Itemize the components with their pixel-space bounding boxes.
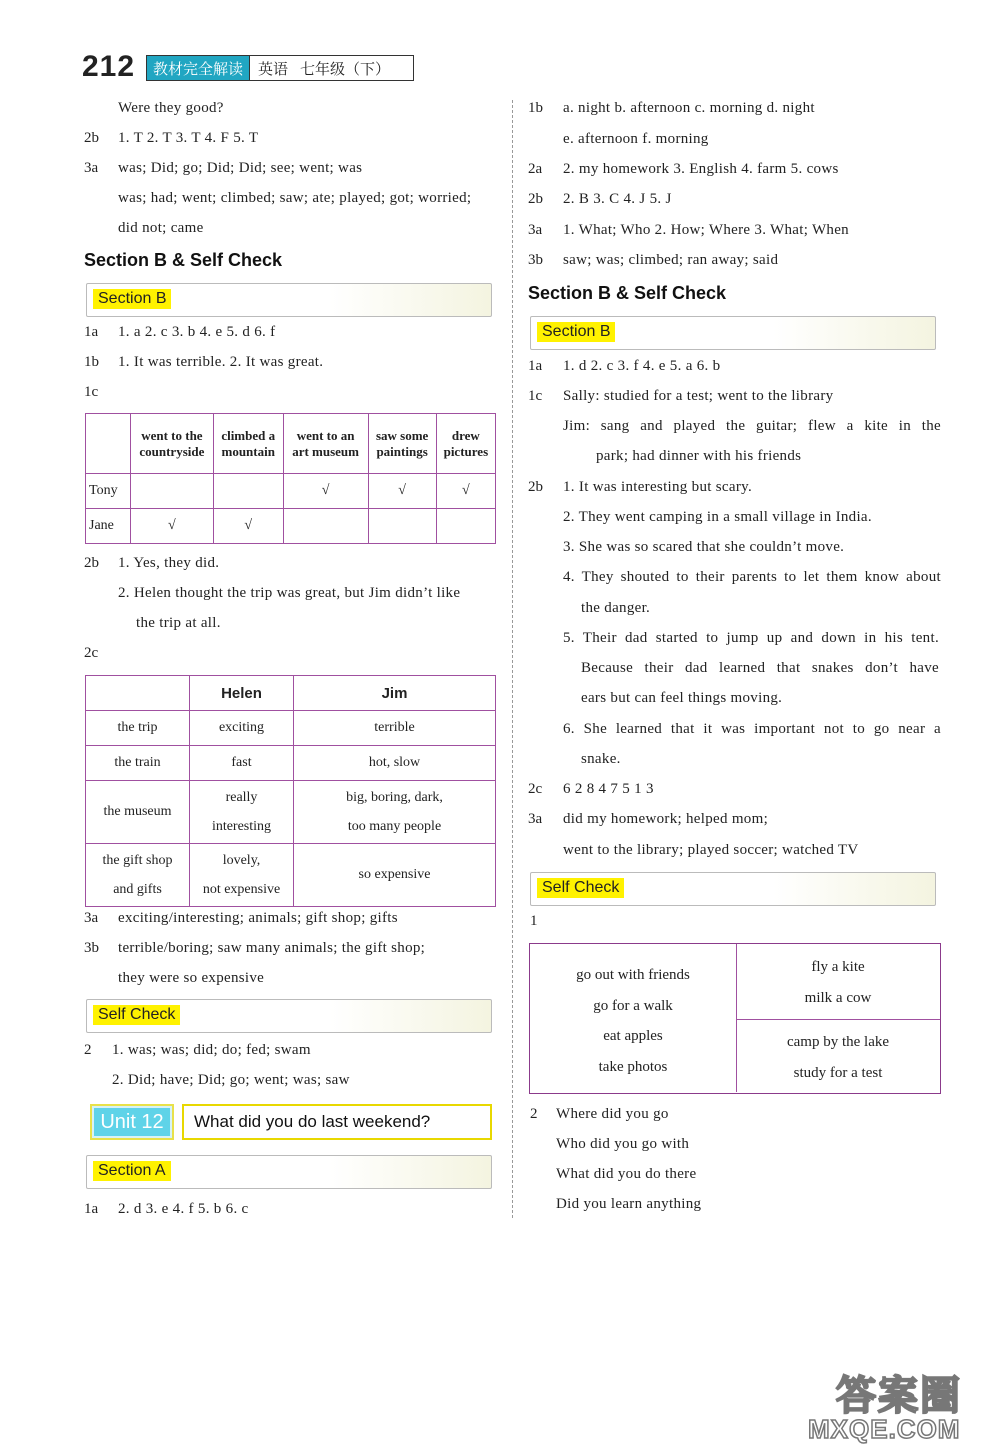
answer-line: did not; came	[118, 220, 204, 236]
section-b-bar	[530, 316, 936, 350]
answer-line: Where did you go	[556, 1106, 669, 1122]
section-a-bar	[86, 1155, 492, 1189]
row-name: Jane	[86, 509, 131, 544]
table-row	[86, 746, 496, 781]
answer-line: Because their dad learned that snakes don’t have	[581, 660, 939, 676]
answer-line: 2. B 3. C 4. J 5. J	[563, 191, 672, 207]
answer-line: the danger.	[581, 600, 651, 616]
phrase: study for a test	[793, 1064, 883, 1081]
answer-line: Who did you go with	[556, 1136, 690, 1152]
answer-line: 1. a 2. c 3. b 4. e 5. d 6. f	[118, 324, 276, 340]
check-cell: √	[436, 474, 495, 509]
answer-line: ears but can feel things moving.	[581, 690, 783, 706]
page-number: 212	[82, 50, 136, 83]
table-row	[86, 474, 496, 509]
table-cell: exciting	[190, 711, 294, 746]
table-cell: lovely, not expensive	[190, 844, 294, 907]
exercise-label: 2	[530, 1106, 538, 1122]
answer-line: they were so expensive	[118, 970, 265, 986]
answer-line: e. afternoon f. morning	[563, 131, 709, 147]
answer-line: 5. Their dad started to jump up and down in his tent.	[563, 630, 939, 646]
phrase-list-bottom-right	[736, 1027, 940, 1088]
exercise-label: 1c	[84, 384, 99, 400]
exercise-label: 2b	[84, 130, 99, 146]
answer-line: 4. They shouted to their parents to let them know about	[563, 569, 941, 585]
row-name: Tony	[86, 474, 131, 509]
self-check-bar	[530, 872, 936, 906]
trip-comparison-table	[85, 675, 496, 907]
section-b-tag: Section B	[93, 289, 171, 309]
exercise-label: 1	[530, 913, 538, 929]
exercise-label: 3a	[84, 910, 99, 926]
answer-line: 6 2 8 4 7 5 1 3	[563, 781, 654, 797]
table-cell: so expensive	[294, 844, 496, 907]
answer-line: was; Did; go; Did; Did; see; went; was	[118, 160, 363, 176]
phrase: milk a cow	[804, 989, 872, 1006]
answer-line: a. night b. afternoon c. morning d. night	[563, 100, 815, 116]
column-divider	[512, 100, 513, 1218]
exercise-label: 3a	[528, 811, 543, 827]
column-header: went to an art museum	[283, 414, 368, 474]
exercise-label: 1a	[84, 324, 99, 340]
answer-line: 1. What; Who 2. How; Where 3. What; When	[563, 222, 849, 238]
exercise-label: 2	[84, 1042, 92, 1058]
answer-line: snake.	[581, 751, 621, 767]
exercise-label: 2b	[528, 191, 543, 207]
answer-line: did my homework; helped mom;	[563, 811, 769, 827]
unit-title: What did you do last weekend?	[182, 1104, 492, 1140]
answer-line: 1. d 2. c 3. f 4. e 5. a 6. b	[563, 358, 721, 374]
answer-line: terrible/boring; saw many animals; the gift shop;	[118, 940, 426, 956]
exercise-label: 2a	[528, 161, 543, 177]
answer-line: What did you do there	[556, 1166, 697, 1182]
answer-line: Were they good?	[118, 100, 224, 116]
answer-line: 2. They went camping in a small village in India.	[563, 509, 872, 525]
grade-label: 七年级（下）	[300, 60, 391, 78]
column-header: saw some paintings	[368, 414, 436, 474]
column-header: went to the countryside	[131, 414, 214, 474]
section-heading: Section B & Self Check	[528, 283, 727, 303]
table-corner	[86, 414, 131, 474]
row-label: the museum	[86, 781, 190, 844]
answer-line: exciting/interesting; animals; gift shop; gifts	[118, 910, 398, 926]
phrase: fly a kite	[811, 959, 865, 975]
check-cell	[436, 509, 495, 544]
phrase: go out with friends	[576, 967, 690, 983]
answer-line: 1. Yes, they did.	[118, 555, 220, 571]
book-title: 教材完全解读	[147, 56, 250, 80]
exercise-label: 1b	[84, 354, 99, 370]
activity-table	[85, 413, 496, 544]
table-cell: big, boring, dark, too many people	[294, 781, 496, 844]
exercise-label: 2b	[528, 479, 543, 495]
check-cell	[368, 509, 436, 544]
section-heading: Section B & Self Check	[84, 250, 283, 270]
exercise-label: 2b	[84, 555, 99, 571]
answer-line: 6. She learned that it was important not to go near a	[563, 721, 941, 737]
answer-line: saw; was; climbed; ran away; said	[563, 252, 779, 268]
phrase-list-left	[530, 960, 736, 1082]
table-row	[86, 844, 496, 907]
subject-label: 英语	[258, 60, 289, 78]
phrase: eat apples	[603, 1028, 663, 1044]
column-header: climbed a mountain	[213, 414, 283, 474]
answer-line: was; had; went; climbed; saw; ate; played; got; worried;	[118, 190, 472, 206]
answer-line: went to the library; played soccer; watched TV	[563, 842, 859, 858]
answer-line: 1. T 2. T 3. T 4. F 5. T	[118, 130, 259, 146]
phrase: camp by the lake	[786, 1034, 890, 1050]
row-label: the gift shop and gifts	[86, 844, 190, 907]
section-a-tag: Section A	[93, 1161, 171, 1181]
answer-line: 1. It was terrible. 2. It was great.	[118, 354, 324, 370]
column-header: drew pictures	[436, 414, 495, 474]
exercise-label: 3b	[528, 252, 543, 268]
check-cell: √	[213, 509, 283, 544]
phrase: go for a walk	[593, 997, 673, 1014]
answer-line: the trip at all.	[136, 615, 221, 631]
unit-tag: Unit 12	[90, 1104, 174, 1140]
check-cell: √	[283, 474, 368, 509]
row-label: the trip	[86, 711, 190, 746]
exercise-label: 3b	[84, 940, 99, 956]
exercise-label: 3a	[528, 222, 543, 238]
exercise-label: 1b	[528, 100, 543, 116]
answer-line: park; had dinner with his friends	[596, 448, 802, 464]
watermark-bottom: MXQE.COM	[808, 1414, 961, 1444]
self-check-tag: Self Check	[93, 1005, 180, 1025]
table-row	[86, 509, 496, 544]
exercise-label: 1a	[84, 1201, 99, 1217]
self-check-bar	[86, 999, 492, 1033]
check-cell	[213, 474, 283, 509]
header-subject	[250, 56, 398, 80]
answer-line: Sally: studied for a test; went to the library	[563, 388, 834, 404]
phrase: take photos	[598, 1058, 668, 1075]
answer-line: 2. Helen thought the trip was great, but Jim didn’t like	[118, 585, 461, 601]
exercise-label: 2c	[528, 781, 543, 797]
exercise-label: 1c	[528, 388, 543, 404]
phrase-list-top-right	[736, 952, 940, 1013]
box-divider	[736, 1019, 940, 1020]
answer-line: Did you learn anything	[556, 1196, 702, 1212]
exercise-label: 2c	[84, 645, 99, 661]
answer-line: 2. Did; have; Did; go; went; was; saw	[112, 1072, 350, 1088]
column-header: Helen	[190, 676, 294, 711]
answer-line: 3. She was so scared that she couldn’t move.	[563, 539, 845, 555]
table-row	[86, 711, 496, 746]
table-corner	[86, 676, 190, 711]
table-cell: fast	[190, 746, 294, 781]
watermark-top: 答案圈	[836, 1374, 962, 1418]
header-book-box	[146, 55, 414, 81]
section-b-tag: Section B	[537, 322, 615, 342]
answer-line: 1. It was interesting but scary.	[563, 479, 752, 495]
table-row	[86, 781, 496, 844]
answer-line: 2. my homework 3. English 4. farm 5. cows	[563, 161, 839, 177]
table-cell: terrible	[294, 711, 496, 746]
answer-line: Jim: sang and played the guitar; flew a kite in the	[563, 418, 941, 434]
row-label: the train	[86, 746, 190, 781]
phrase-box	[529, 943, 941, 1094]
watermark-logo	[808, 1364, 992, 1446]
column-header: Jim	[294, 676, 496, 711]
self-check-tag: Self Check	[537, 878, 624, 898]
table-cell: really interesting	[190, 781, 294, 844]
check-cell: √	[131, 509, 214, 544]
check-cell: √	[368, 474, 436, 509]
check-cell	[283, 509, 368, 544]
answer-line: 2. d 3. e 4. f 5. b 6. c	[118, 1201, 249, 1217]
check-cell	[131, 474, 214, 509]
answer-line: 1. was; was; did; do; fed; swam	[112, 1042, 311, 1058]
exercise-label: 3a	[84, 160, 99, 176]
exercise-label: 1a	[528, 358, 543, 374]
section-b-bar	[86, 283, 492, 317]
table-cell: hot, slow	[294, 746, 496, 781]
